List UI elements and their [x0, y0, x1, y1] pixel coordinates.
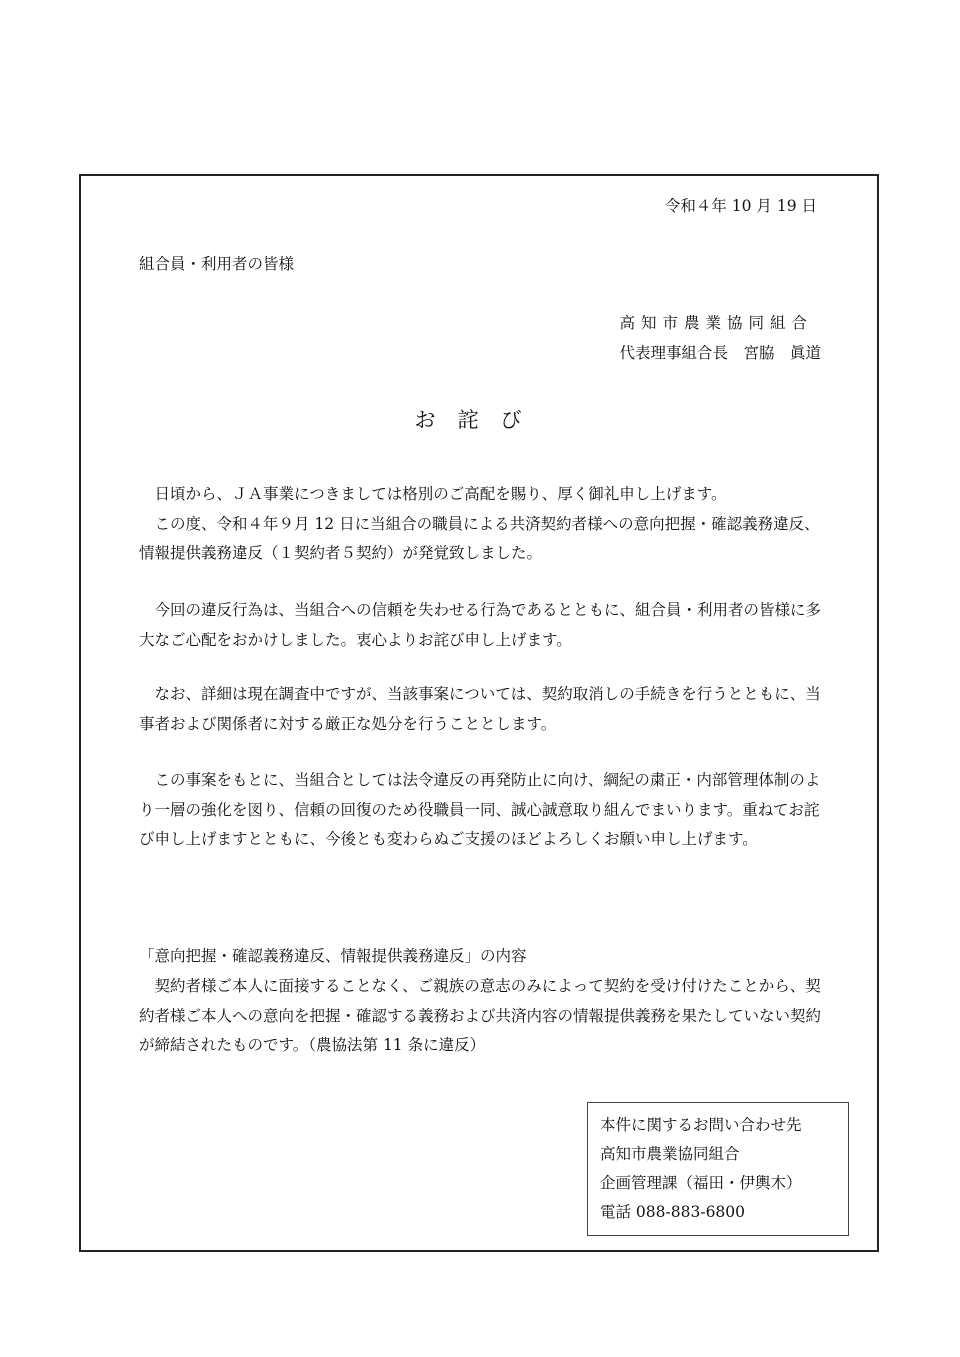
paragraph-text: 日頃から、ＪＡ事業につきましては格別のご高配を賜り、厚く御礼申し上げます。: [154, 485, 727, 503]
paragraph-3: [139, 596, 829, 655]
paragraph-text: 今回の違反行為は、当組合への信頼を失わせる行為であるとともに、組合員・利用者の皆様に多大なご心配をおかけしました。衷心よりお詫び申し上げます。: [139, 601, 822, 649]
contact-phone[interactable]: 電話 088-883-6800: [600, 1203, 746, 1221]
sender-organization: 高知市農業協同組合: [619, 314, 813, 332]
definition-heading: 「意向把握・確認義務違反、情報提供義務違反」の内容: [139, 947, 527, 965]
paragraph-text: この度、令和４年９月 12 日に当組合の職員による共済契約者様への意向把握・確認義務違反、情報提供義務違反（１契約者５契約）が発覚致しました。: [139, 514, 820, 562]
contact-department: 企画管理課（福田・伊輿木）: [600, 1174, 802, 1192]
paragraph-5: [139, 766, 829, 855]
contact-organization: 高知市農業協同組合: [600, 1145, 740, 1163]
definition-text: 契約者様ご本人に面接することなく、ご親族の意志のみによって契約を受け付けたことから、契約者様ご本人への意向を把握・確認する義務および共済内容の情報提供義務を果たしていない契約が締結されたものです。（農協法第 11 条に違反）: [139, 977, 822, 1054]
definition-text-block: [139, 972, 829, 1061]
letter-date: 令和４年 10 月 19 日: [664, 197, 817, 215]
contact-label: 本件に関するお問い合わせ先: [600, 1116, 802, 1134]
paragraph-text: この事案をもとに、当組合としては法令違反の再発防止に向け、綱紀の粛正・内部管理体制のより一層の強化を図り、信頼の回復のため役職員一同、誠心誠意取り組んでまいります。重ねてお詫び申し上げますとともに、今後とも変わらぬご支援のほどよろしくお願い申し上げます。: [139, 771, 821, 848]
contact-box: [587, 1102, 849, 1236]
paragraph-4: [139, 680, 829, 739]
document-title: お詫び: [414, 408, 544, 432]
paragraph-1: [139, 480, 829, 569]
recipient-line: 組合員・利用者の皆様: [139, 255, 295, 273]
sender-block: [619, 308, 821, 368]
sender-representative: 代表理事組合長 宮脇 眞道: [619, 344, 821, 362]
paragraph-text: なお、詳細は現在調査中ですが、当該事案については、契約取消しの手続きを行うとともに、当事者および関係者に対する厳正な処分を行うこととします。: [139, 685, 821, 733]
document-frame: [79, 174, 879, 1252]
